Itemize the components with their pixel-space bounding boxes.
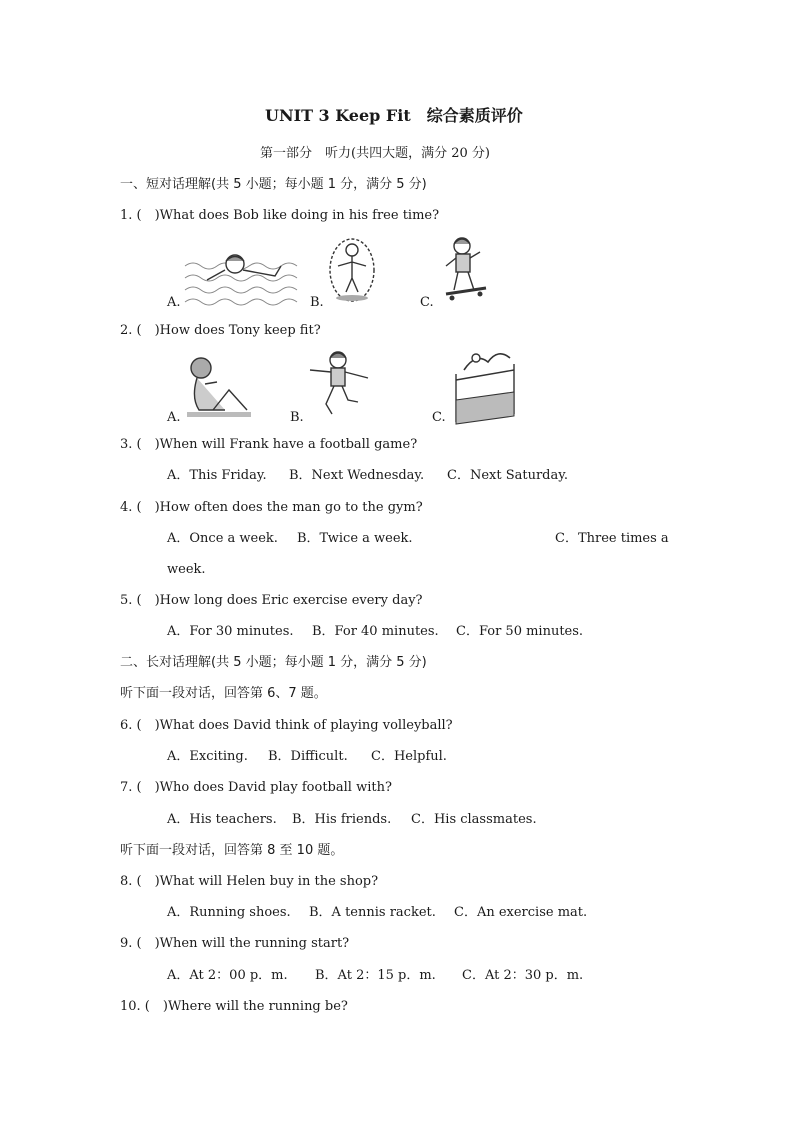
question-10: 10. ( )Where will the running be? (120, 999, 348, 1014)
question-4: 4. ( )How often does the man go to the gym? (120, 500, 423, 515)
question-3: 3. ( )When will Frank have a football game? (120, 437, 418, 452)
page-title: UNIT 3 Keep Fit 综合素质评价 (265, 106, 523, 125)
q1-option-a: A. (167, 295, 181, 310)
sit-ups-picture (183, 354, 255, 420)
q7-option-a: A．His teachers. (167, 812, 277, 827)
question-1: 1. ( )What does Bob like doing in his free time? (120, 208, 440, 223)
question-6: 6. ( )What does David think of playing volleyball? (120, 718, 453, 733)
swimming-picture (183, 246, 299, 308)
q2-option-c: C. (432, 410, 446, 425)
q3-option-a: A．This Friday. (167, 468, 267, 483)
q9-option-b: B．At 2：15 p．m. (315, 968, 436, 983)
q5-option-c: C．For 50 minutes. (456, 624, 584, 639)
instruction-2: 听下面一段对话，回答第 8 至 10 题。 (120, 843, 344, 858)
q3-option-b: B．Next Wednesday. (289, 468, 425, 483)
q9-option-a: A．At 2：00 p．m. (167, 968, 288, 983)
instruction-1: 听下面一段对话，回答第 6、7 题。 (120, 686, 327, 701)
q6-option-a: A．Exciting. (167, 749, 248, 764)
high-jump-picture (452, 344, 520, 426)
rope-skipping-picture (326, 236, 378, 304)
q7-option-c: C．His classmates. (411, 812, 537, 827)
question-7: 7. ( )Who does David play football with? (120, 780, 392, 795)
section-heading-2: 二、长对话理解(共 5 小题；每小题 1 分，满分 5 分) (120, 655, 427, 670)
question-2: 2. ( )How does Tony keep fit? (120, 323, 321, 338)
q8-option-a: A．Running shoes. (167, 905, 291, 920)
q2-option-b: B. (290, 410, 304, 425)
q6-option-c: C．Helpful. (371, 749, 447, 764)
question-8: 8. ( )What will Helen buy in the shop? (120, 874, 379, 889)
q6-option-b: B．Difficult. (268, 749, 348, 764)
q5-option-a: A．For 30 minutes. (167, 624, 294, 639)
q7-option-b: B．His friends. (292, 812, 392, 827)
q4-option-a: A．Once a week. (167, 531, 278, 546)
q8-option-c: C．An exercise mat. (454, 905, 588, 920)
skateboarding-picture (440, 234, 492, 308)
q5-option-b: B．For 40 minutes. (312, 624, 439, 639)
q3-option-c: C．Next Saturday. (447, 468, 568, 483)
q9-option-c: C．At 2：30 p．m. (462, 968, 584, 983)
q4-option-b: B．Twice a week. (297, 531, 413, 546)
q8-option-b: B．A tennis racket. (309, 905, 436, 920)
part-heading: 第一部分 听力(共四大题，满分 20 分) (260, 146, 490, 161)
q2-option-a: A. (167, 410, 181, 425)
q1-option-c: C. (420, 295, 434, 310)
section-heading-1: 一、短对话理解(共 5 小题；每小题 1 分，满分 5 分) (120, 177, 427, 192)
question-5: 5. ( )How long does Eric exercise every day? (120, 593, 423, 608)
q4-option-c: C．Three times a (555, 531, 669, 546)
running-picture (300, 348, 376, 420)
question-9: 9. ( )When will the running start? (120, 936, 350, 951)
q4-option-c-continued: week. (167, 562, 206, 577)
q1-option-b: B. (310, 295, 324, 310)
